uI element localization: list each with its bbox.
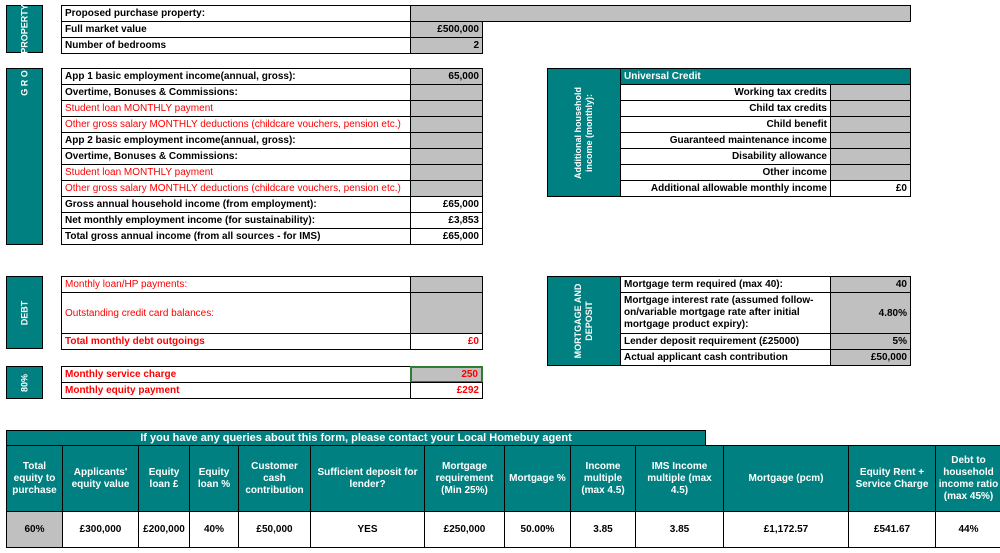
disability-allowance-label: Disability allowance	[620, 148, 831, 165]
total-gross-income-value: £65,000	[410, 228, 483, 245]
debt-income-ratio-header: Debt to household income ratio (max 45%)	[935, 445, 1000, 512]
monthly-loan-input[interactable]	[410, 276, 483, 293]
section-label-debt	[6, 276, 43, 349]
app1-basic-income-input[interactable]: 65,000	[410, 68, 483, 85]
bedrooms-input[interactable]: 2	[410, 37, 483, 54]
mortgage-requirement-value: £250,000	[424, 511, 505, 548]
ims-income-multiple-value: 3.85	[635, 511, 724, 548]
service-charge-input[interactable]: 250	[410, 366, 483, 383]
mortgage-term-label: Mortgage term required (max 40):	[620, 276, 831, 293]
additional-income-title: Additional household income (monthly):	[573, 86, 594, 179]
child-tax-credits-label: Child tax credits	[620, 100, 831, 117]
monthly-loan-label: Monthly loan/HP payments:	[61, 276, 411, 293]
equity-loan-percent-value: 40%	[189, 511, 239, 548]
section-label-property	[6, 5, 43, 53]
app1-student-loan-input[interactable]	[410, 100, 483, 117]
equity-loan-amount-header: Equity loan £	[138, 445, 190, 512]
service-charge-label: Monthly service charge	[61, 366, 411, 383]
contact-banner	[6, 430, 706, 446]
app2-overtime-input[interactable]	[410, 148, 483, 165]
mortgage-pcm-value: £1,172.57	[723, 511, 849, 548]
child-tax-credits-input[interactable]	[830, 100, 911, 117]
lender-deposit-label: Lender deposit requirement (£25000)	[620, 333, 831, 350]
app2-other-deductions-label: Other gross salary MONTHLY deductions (childcare vouchers, pension etc.)	[61, 180, 411, 197]
market-value-label: Full market value	[61, 21, 411, 38]
child-benefit-input[interactable]	[830, 116, 911, 133]
mortgage-percent-value: 50.00%	[504, 511, 571, 548]
guaranteed-maintenance-income-label: Guaranteed maintenance income	[620, 132, 831, 149]
mortgage-section-title: MORTGAGE AND DEPOSIT	[573, 283, 594, 359]
app2-basic-income-input[interactable]	[410, 132, 483, 149]
customer-cash-contribution-header: Customer cash contribution	[238, 445, 311, 512]
equity-payment-label: Monthly equity payment	[61, 382, 411, 399]
other-income-input[interactable]	[830, 164, 911, 181]
property-section-title: PROPERTY	[19, 4, 29, 54]
sufficient-deposit-header: Sufficient deposit for lender?	[310, 445, 425, 512]
section-label-80	[6, 366, 43, 399]
other-income-label: Other income	[620, 164, 831, 181]
debt-section-title: DEBT	[19, 300, 29, 325]
bedrooms-label: Number of bedrooms	[61, 37, 411, 54]
app2-basic-income-label: App 2 basic employment income(annual, gross):	[61, 132, 411, 149]
cash-contribution-input[interactable]: £50,000	[830, 349, 911, 366]
applicants-equity-value-value: £300,000	[62, 511, 139, 548]
disability-allowance-input[interactable]	[830, 148, 911, 165]
proposed-property-input[interactable]	[410, 5, 911, 22]
market-value-input[interactable]: £500,000	[410, 21, 483, 38]
equity-rent-service-charge-header: Equity Rent + Service Charge	[848, 445, 936, 512]
additional-allowable-income-label: Additional allowable monthly income	[620, 180, 831, 197]
total-gross-income-label: Total gross annual income (from all sources - for IMS)	[61, 228, 411, 245]
gross-household-income-value: £65,000	[410, 196, 483, 213]
guaranteed-maintenance-income-input[interactable]	[830, 132, 911, 149]
proposed-property-label: Proposed purchase property:	[61, 5, 411, 22]
lender-deposit-input[interactable]: 5%	[830, 333, 911, 350]
section-label-additional-income	[547, 68, 621, 197]
equity-loan-percent-header: Equity loan %	[189, 445, 239, 512]
mortgage-rate-input[interactable]: 4.80%	[830, 292, 911, 334]
working-tax-credits-label: Working tax credits	[620, 84, 831, 101]
customer-cash-contribution-value: £50,000	[238, 511, 311, 548]
equity-payment-value: £292	[410, 382, 483, 399]
equity-rent-service-charge-value: £541.67	[848, 511, 936, 548]
net-monthly-income-label: Net monthly employment income (for sustainability):	[61, 212, 411, 229]
mortgage-rate-label: Mortgage interest rate (assumed follow-on/variable mortgage rate after initial mortgage product expiry):	[620, 292, 831, 334]
debt-income-ratio-value: 44%	[935, 511, 1000, 548]
universal-credit-header: Universal Credit	[620, 68, 911, 85]
total-debt-label: Total monthly debt outgoings	[61, 333, 411, 350]
mortgage-requirement-header: Mortgage requirement (Min 25%)	[424, 445, 505, 512]
credit-card-balance-input[interactable]	[410, 292, 483, 334]
additional-allowable-income-value: £0	[830, 180, 911, 197]
app1-basic-income-label: App 1 basic employment income(annual, gross):	[61, 68, 411, 85]
section-label-gro	[6, 68, 43, 245]
section-label-mortgage	[547, 276, 621, 366]
app2-student-loan-label: Student loan MONTHLY payment	[61, 164, 411, 181]
mortgage-pcm-header: Mortgage (pcm)	[723, 445, 849, 512]
mortgage-term-input[interactable]: 40	[830, 276, 911, 293]
working-tax-credits-input[interactable]	[830, 84, 911, 101]
contact-banner-text: If you have any queries about this form, please contact your Local Homebuy agent	[140, 432, 572, 444]
app1-student-loan-label: Student loan MONTHLY payment	[61, 100, 411, 117]
app1-other-deductions-input[interactable]	[410, 116, 483, 133]
app1-other-deductions-label: Other gross salary MONTHLY deductions (childcare vouchers, pension etc.)	[61, 116, 411, 133]
app2-student-loan-input[interactable]	[410, 164, 483, 181]
child-benefit-label: Child benefit	[620, 116, 831, 133]
ims-income-multiple-header: IMS Income multiple (max 4.5)	[635, 445, 724, 512]
applicants-equity-value-header: Applicants' equity value	[62, 445, 139, 512]
equity-loan-amount-value: £200,000	[138, 511, 190, 548]
cash-contribution-label: Actual applicant cash contribution	[620, 349, 831, 366]
income-multiple-header: Income multiple (max 4.5)	[570, 445, 636, 512]
app1-overtime-label: Overtime, Bonuses & Commissions:	[61, 84, 411, 101]
total-debt-value: £0	[410, 333, 483, 350]
total-equity-header: Total equity to purchase	[6, 445, 63, 512]
sufficient-deposit-value: YES	[310, 511, 425, 548]
equity-80-title: 80%	[19, 373, 29, 392]
app2-overtime-label: Overtime, Bonuses & Commissions:	[61, 148, 411, 165]
app1-overtime-input[interactable]	[410, 84, 483, 101]
income-multiple-value: 3.85	[570, 511, 636, 548]
gro-section-title: G R O	[19, 70, 29, 96]
net-monthly-income-value: £3,853	[410, 212, 483, 229]
app2-other-deductions-input[interactable]	[410, 180, 483, 197]
total-equity-value: 60%	[6, 511, 63, 548]
mortgage-percent-header: Mortgage %	[504, 445, 571, 512]
gross-household-income-label: Gross annual household income (from employment):	[61, 196, 411, 213]
credit-card-balance-label: Outstanding credit card balances:	[61, 292, 411, 334]
